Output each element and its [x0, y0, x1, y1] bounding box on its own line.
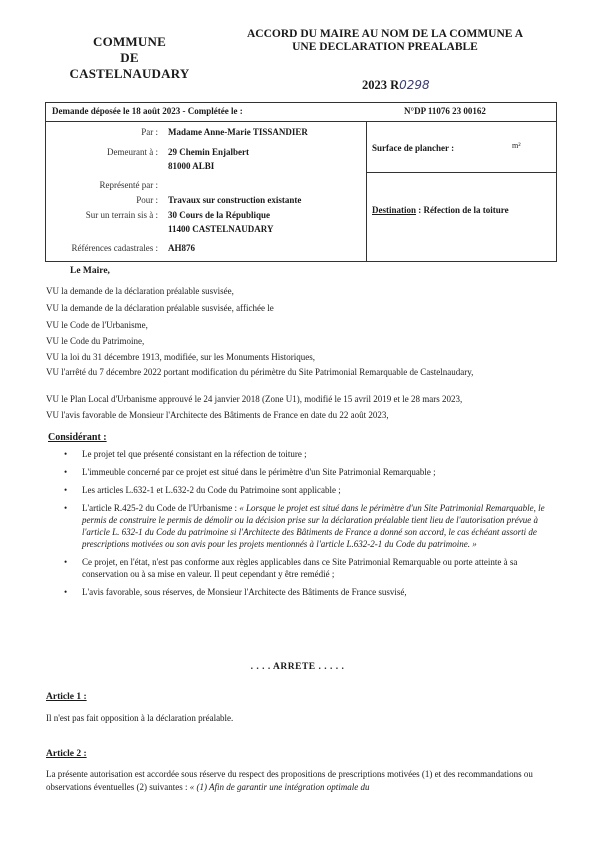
surface-plancher — [372, 143, 552, 153]
value-demeurant: 29 Chemin Enjalbert — [168, 147, 249, 157]
article-2-plain: La présente autorisation est accordée sous réserve du respect des propositions de prescriptions motivées (1) et des recommandations ou observations éventuelles (2) suivantes : — [46, 769, 533, 792]
arrete-reference — [362, 78, 430, 93]
commune-line-1: COMMUNE — [93, 34, 166, 49]
label-demeurant: Demeurant à : — [107, 147, 158, 157]
reference-handwritten: 0298 — [399, 78, 430, 92]
article-1-text: Il n'est pas fait opposition à la déclaration préalable. — [46, 713, 234, 723]
reference-printed: 2023 R — [362, 78, 400, 92]
considerant-item — [62, 484, 560, 496]
application-box — [45, 102, 557, 262]
considerant-item — [62, 448, 560, 460]
destination — [372, 205, 552, 216]
vu-line: VU le Plan Local d'Urbanisme approuvé le 24 janvier 2018 (Zone U1), modifié le 15 avril 2019 et le 28 mars 2023, — [46, 394, 463, 404]
vu-line: VU la demande de la déclaration préalable susvisée, — [46, 286, 234, 296]
document-title — [200, 28, 570, 54]
article-1-title: Article 1 : — [46, 692, 87, 702]
dossier-number: N°DP 11076 23 00162 — [404, 106, 486, 116]
surface-unit: m² — [512, 141, 521, 150]
label-terrain: Sur un terrain sis à : — [85, 210, 158, 220]
box-header — [46, 103, 556, 122]
considerant-list — [62, 442, 560, 598]
vu-line: VU la demande de la déclaration préalable susvisée, affichée le — [46, 303, 274, 313]
considerant-quote: « Lorsque le projet est situé dans le périmètre d'un Site Patrimonial Remarquable, le permis de construire le permis de démolir ou la décision prise sur la déclaration préalable tient lieu de l'autorisation prévue à l'article L. 632-1 du Code du patrimoine si l'Architecte des Bâtiments de France a donné son accord, le cas échéant assorti de prescriptions motivées ou son avis pour les projets mentionnés à l'article L.632-2-1 du Code du patrimoine. » — [82, 503, 545, 549]
value-terrain: 30 Cours de la République — [168, 210, 271, 220]
considerant-text: L'article R.425-2 du Code de l'Urbanisme : — [82, 503, 240, 513]
vu-line: VU la loi du 31 décembre 1913, modifiée, sur les Monuments Historiques, — [46, 352, 315, 362]
label-par: Par : — [141, 127, 158, 137]
box-vertical-divider — [366, 121, 367, 261]
considerant-item — [62, 502, 560, 550]
considerant-item — [62, 466, 560, 478]
commune-line-2: DE — [120, 50, 139, 65]
vu-line: VU le Code du Patrimoine, — [46, 336, 145, 346]
title-line-1: ACCORD DU MAIRE AU NOM DE LA COMMUNE A — [247, 28, 523, 40]
value-pour: Travaux sur construction existante — [168, 195, 302, 205]
article-2-text — [46, 768, 556, 794]
value-cadastre: AH876 — [168, 243, 195, 253]
vu-line: VU l'arrêté du 7 décembre 2022 portant modification du périmètre du Site Patrimonial Remarquable de Castelnaudary, — [46, 367, 474, 377]
demande-date: Demande déposée le 18 août 2023 - Complétée le : — [52, 106, 243, 116]
considerant-item — [62, 556, 560, 580]
considerant-item — [62, 586, 560, 598]
label-represente: Représenté par : — [99, 180, 158, 190]
commune-line-3: CASTELNAUDARY — [69, 66, 190, 81]
considerant-text: L'avis favorable, sous réserves, de Monsieur l'Architecte des Bâtiments de France susvisé, — [82, 587, 407, 597]
article-2-italic: « (1) Afin de garantir une intégration optimale du — [189, 782, 370, 792]
considerant-text: Ce projet, en l'état, n'est pas conforme aux règles applicables dans ce Site Patrimonial Remarquable ou porte atteinte à sa conservation ou à sa mise en valeur. Il peut cependant y être remédié ; — [82, 557, 518, 579]
label-cadastre: Références cadastrales : — [71, 243, 158, 253]
considerant-heading: Considérant : — [48, 432, 107, 443]
value-demeurant-city: 81000 ALBI — [168, 161, 215, 171]
vu-line: VU l'avis favorable de Monsieur l'Architecte des Bâtiments de France en date du 22 août 2023, — [46, 410, 389, 420]
value-terrain-city: 11400 CASTELNAUDARY — [168, 224, 274, 234]
arrete-heading: . . . . ARRETE . . . . . — [250, 662, 345, 672]
title-line-2: UNE DECLARATION PREALABLE — [292, 41, 478, 53]
destination-label: Destination — [372, 205, 417, 215]
considerant-text: L'immeuble concerné par ce projet est situé dans le périmètre d'un Site Patrimonial Remarquable ; — [82, 467, 436, 477]
surface-label: Surface de plancher : — [372, 143, 455, 153]
label-pour: Pour : — [136, 195, 158, 205]
value-par: Madame Anne-Marie TISSANDIER — [168, 127, 308, 137]
considerant-text: Le projet tel que présenté consistant en la réfection de toiture ; — [82, 449, 307, 459]
commune-heading — [52, 34, 207, 82]
vu-line: VU le Code de l'Urbanisme, — [46, 320, 148, 330]
considerant-text: Les articles L.632-1 et L.632-2 du Code du Patrimoine sont applicable ; — [82, 485, 341, 495]
destination-value: : Réfection de la toiture — [416, 205, 509, 215]
le-maire-heading: Le Maire, — [70, 266, 110, 276]
box-horizontal-divider — [366, 172, 556, 173]
article-2-title: Article 2 : — [46, 749, 87, 759]
